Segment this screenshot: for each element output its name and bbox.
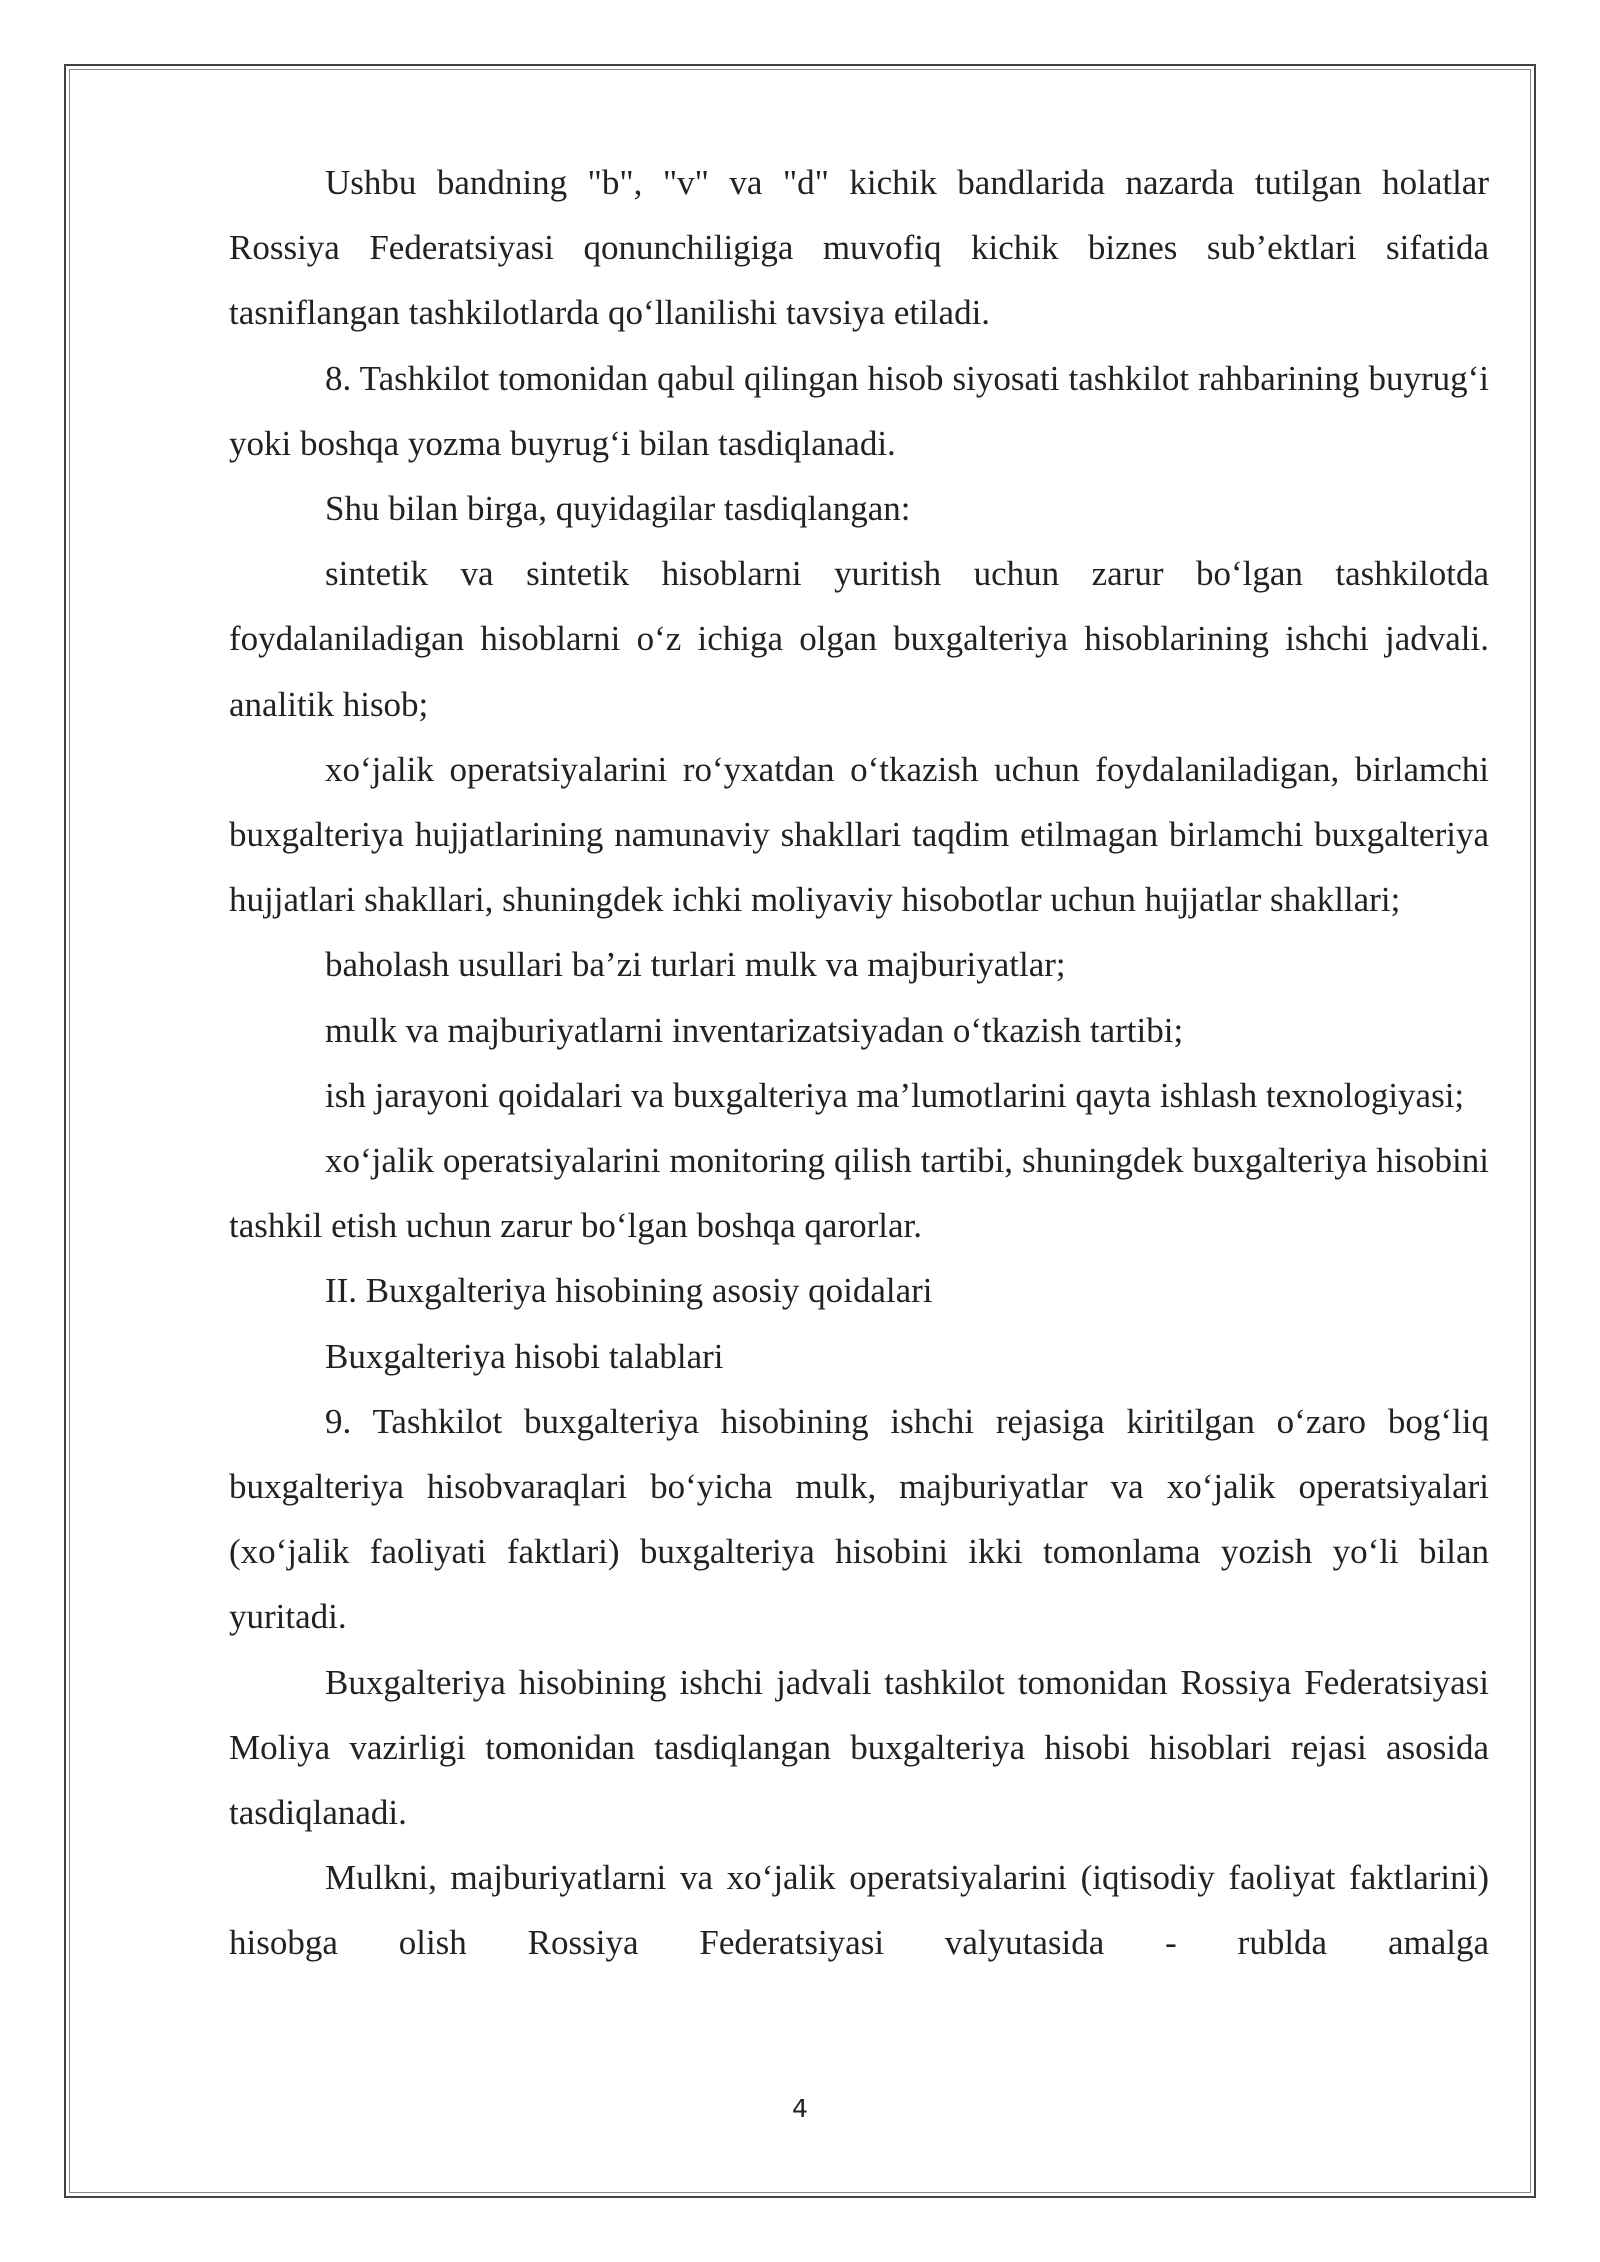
page-number: 4 (792, 2094, 808, 2123)
paragraph-item-9: 9. Tashkilot buxgalteriya hisobining ishchi rejasiga kiritilgan o‘zaro bog‘liq buxgalteriya hisobvaraqlari bo‘yicha mulk, majburiyatlar va xo‘jalik operatsiyalari (xo‘jalik faoliyati faktlari) buxgalteriya hisobini ikki tomonlama yozish yo‘li bilan yuritadi. (229, 1401, 1489, 1637)
paragraph-valuation-methods: baholash usullari ba’zi turlari mulk va majburiyatlar; (325, 945, 1066, 985)
section-heading-basic-rules: II. Buxgalteriya hisobining asosiy qoidalari (325, 1271, 933, 1311)
subheading-accounting-requirements: Buxgalteriya hisobi talablari (325, 1336, 724, 1376)
paragraph-item-8: 8. Tashkilot tomonidan qabul qilingan hisob siyosati tashkilot rahbarining buyrug‘i yoki boshqa yozma buyrug‘i bilan tasdiqlanadi. (229, 358, 1489, 463)
paragraph-chart-of-accounts: sintetik va sintetik hisoblarni yuritish uchun zarur bo‘lgan tashkilotda foydalaniladigan hisoblarni o‘z ichiga olgan buxgalteriya hisoblarining ishchi jadvali. analitik hisob; (229, 554, 1489, 724)
paragraph-document-forms: xo‘jalik operatsiyalarini ro‘yxatdan o‘tkazish uchun foydalaniladigan, birlamchi buxgalteriya hujjatlarining namunaviy shakllari taqdim etilmagan birlamchi buxgalteriya hujjatlari shakllari, shuningdek ichki moliyaviy hisobotlar uchun hujjatlar shakllari; (229, 749, 1489, 920)
paragraph-approved-intro: Shu bilan birga, quyidagilar tasdiqlangan: (325, 489, 911, 529)
paragraph-workflow-rules: ish jarayoni qoidalari va buxgalteriya ma’lumotlarini qayta ishlash texnologiyasi; (325, 1075, 1465, 1115)
document-body (229, 150, 1489, 1976)
paragraph-inventory-procedure: mulk va majburiyatlarni inventarizatsiyadan o‘tkazish tartibi; (325, 1010, 1184, 1050)
paragraph-small-business-note: Ushbu bandning "b", "v" va "d" kichik bandlarida nazarda tutilgan holatlar Rossiya Federatsiyasi qonunchiligiga muvofiq kichik biznes sub’ektlari sifatida tasniflangan tashkilotlarda qo‘llanilishi tavsiya etiladi. (229, 163, 1489, 333)
paragraph-currency-accounting: Mulkni, majburiyatlarni va xo‘jalik operatsiyalarini (iqtisodiy faoliyat faktlarini) hisobga olish Rossiya Federatsiyasi valyutasida - rublda amalga (229, 1858, 1489, 1963)
paragraph-working-chart-approval: Buxgalteriya hisobining ishchi jadvali tashkilot tomonidan Rossiya Federatsiyasi Moliya vazirligi tomonidan tasdiqlangan buxgalteriya hisobi hisoblari rejasi asosida tasdiqlanadi. (229, 1662, 1489, 1833)
paragraph-monitoring-procedure: xo‘jalik operatsiyalarini monitoring qilish tartibi, shuningdek buxgalteriya hisobini tashkil etish uchun zarur bo‘lgan boshqa qarorlar. (229, 1141, 1489, 1246)
